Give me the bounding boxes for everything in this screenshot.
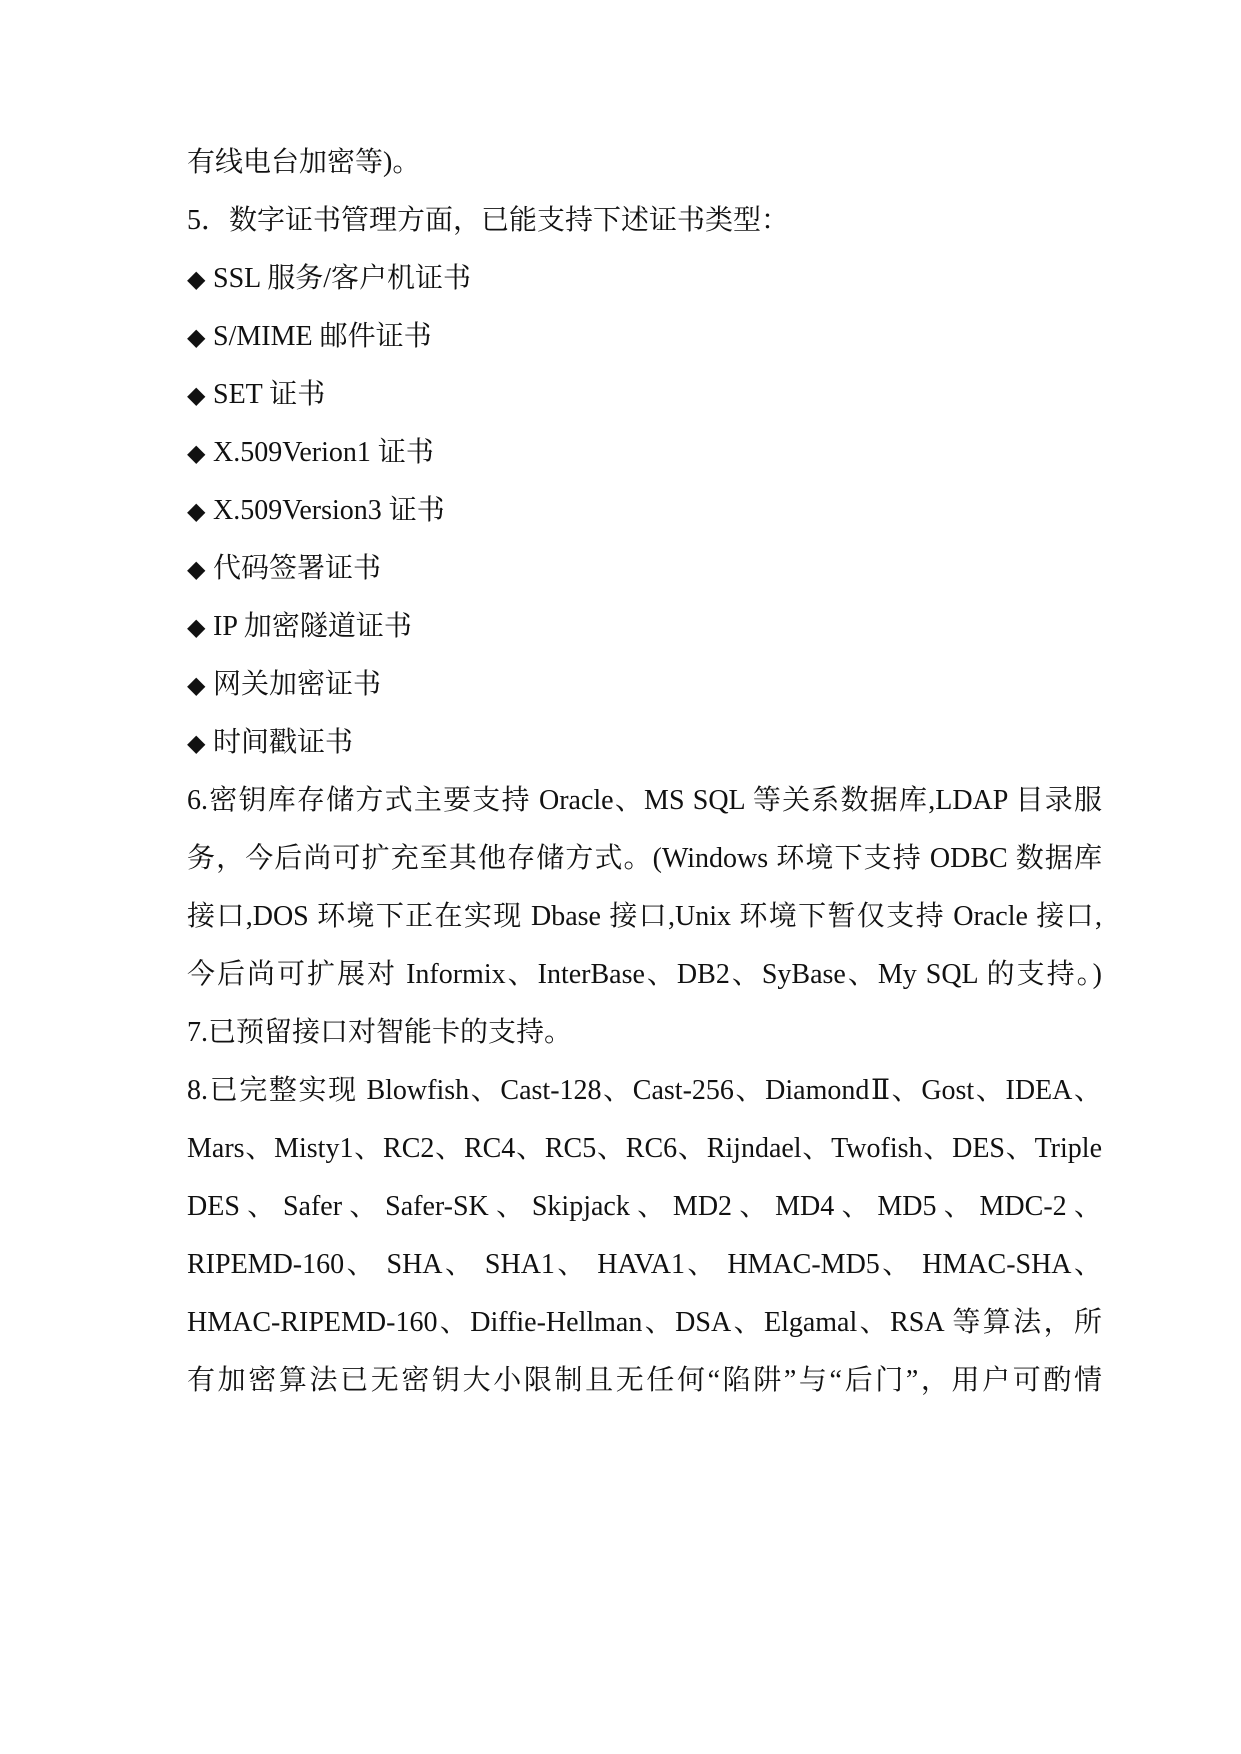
- cert-item-x509-v1: [187, 433, 434, 473]
- cert-item-label: X.509Verion1 证书: [213, 437, 434, 468]
- diamond-bullet-icon: ◆: [187, 323, 206, 351]
- cert-item-label: 代码签署证书: [213, 553, 382, 584]
- diamond-bullet-icon: ◆: [187, 671, 206, 699]
- section-6-line: 务，今后尚可扩充至其他存储方式。(Windows 环境下支持 ODBC 数据库: [187, 843, 1102, 874]
- section-6-line: 今后尚可扩展对 Informix、InterBase、DB2、SyBase、My SQL 的支持。): [187, 959, 1102, 990]
- diamond-bullet-icon: ◆: [187, 265, 206, 293]
- section-6-line: 接口,DOS 环境下正在实现 Dbase 接口,Unix 环境下暂仅支持 Oracle 接口,: [187, 901, 1102, 932]
- cert-item-set: [187, 375, 325, 415]
- cert-item-gateway: [187, 665, 381, 705]
- diamond-bullet-icon: ◆: [187, 729, 206, 757]
- cert-item-label: S/MIME 邮件证书: [213, 321, 432, 352]
- diamond-bullet-icon: ◆: [187, 381, 206, 409]
- cert-item-x509-v3: [187, 491, 445, 531]
- cert-item-timestamp: [187, 723, 353, 763]
- cert-item-label: X.509Version3 证书: [213, 495, 445, 526]
- cert-item-smime: [187, 317, 432, 357]
- diamond-bullet-icon: ◆: [187, 613, 206, 641]
- diamond-bullet-icon: ◆: [187, 497, 206, 525]
- section-7-line: 7.已预留接口对智能卡的支持。: [187, 1017, 573, 1048]
- section-8-line: HMAC-RIPEMD-160、Diffie-Hellman、DSA、Elgamal、RSA 等算法，所: [187, 1307, 1102, 1338]
- cert-item-ssl: [187, 259, 471, 299]
- section-8-line: 8.已完整实现 Blowfish、Cast-128、Cast-256、DiamondⅡ、Gost、IDEA、: [187, 1075, 1102, 1106]
- section-5-heading: 5．数字证书管理方面，已能支持下述证书类型：: [187, 205, 790, 236]
- section-8-line: RIPEMD-160、 SHA、 SHA1、 HAVA1、 HMAC-MD5、 HMAC-SHA、: [187, 1249, 1102, 1280]
- intro-tail-line: 有线电台加密等)。: [187, 147, 421, 178]
- section-6-line: 6.密钥库存储方式主要支持 Oracle、MS SQL 等关系数据库,LDAP 目录服: [187, 785, 1102, 816]
- cert-item-ip-tunnel: [187, 607, 412, 647]
- diamond-bullet-icon: ◆: [187, 439, 206, 467]
- section-8-line: 有加密算法已无密钥大小限制且无任何“陷阱”与“后门”，用户可酌情: [187, 1365, 1102, 1396]
- cert-item-code-signing: [187, 549, 381, 589]
- cert-item-label: 网关加密证书: [213, 669, 382, 700]
- cert-item-label: 时间戳证书: [213, 727, 354, 758]
- cert-item-label: IP 加密隧道证书: [213, 611, 412, 642]
- section-8-line: DES 、 Safer 、 Safer-SK 、 Skipjack 、 MD2 、 MD4 、 MD5 、 MDC-2 、: [187, 1191, 1102, 1222]
- section-8-line: Mars、Misty1、RC2、RC4、RC5、RC6、Rijndael、Twofish、DES、Triple: [187, 1133, 1102, 1164]
- cert-item-label: SSL 服务/客户机证书: [213, 263, 471, 294]
- cert-item-label: SET 证书: [213, 379, 326, 410]
- diamond-bullet-icon: ◆: [187, 555, 206, 583]
